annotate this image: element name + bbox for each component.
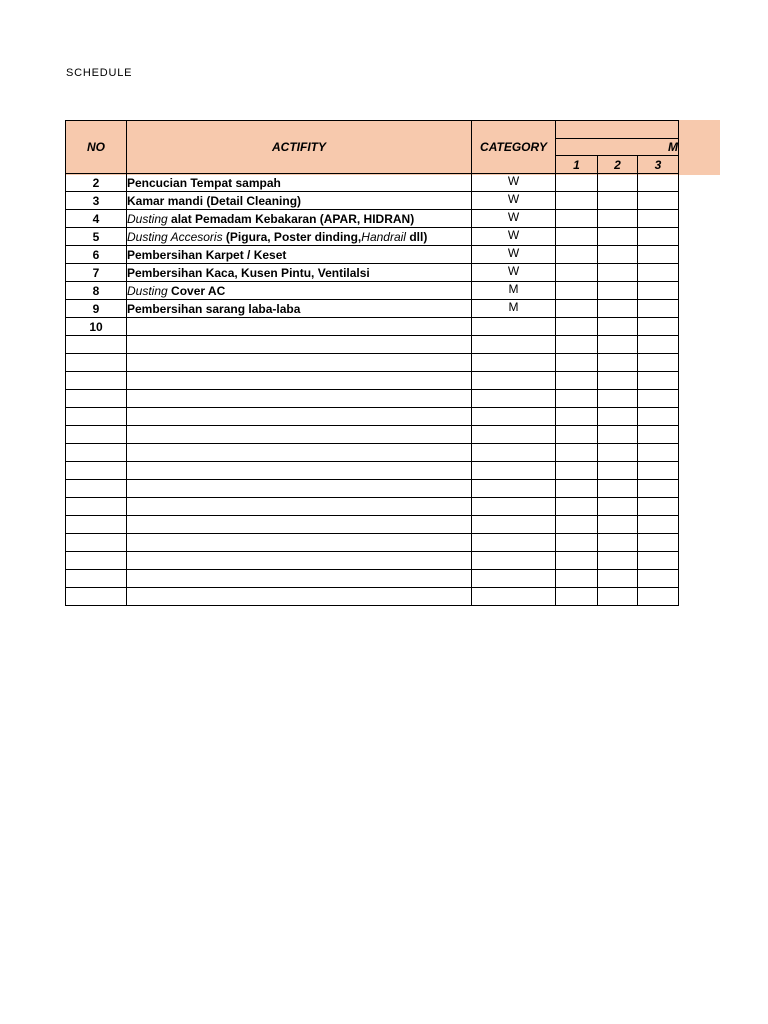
header-month-group [556,121,679,139]
activity-cell [127,444,472,462]
day-cell[interactable] [556,516,598,534]
day-cell[interactable] [556,300,598,318]
category-cell: W [472,228,556,246]
category-cell: W [472,264,556,282]
activity-text: Handrail [361,229,406,244]
row-number [66,444,127,462]
day-cell[interactable] [638,192,679,210]
category-cell [472,336,556,354]
table-row [66,390,679,408]
row-number [66,336,127,354]
day-cell[interactable] [638,354,679,372]
row-number [66,516,127,534]
category-cell: W [472,246,556,264]
row-number [66,570,127,588]
activity-cell [127,372,472,390]
table-row [66,372,679,390]
category-cell [472,426,556,444]
row-number [66,354,127,372]
activity-cell [127,318,472,336]
table-row [66,210,679,228]
table-row [66,498,679,516]
row-number [66,588,127,606]
category-cell [472,480,556,498]
header-month: M [556,139,679,156]
activity-cell [127,408,472,426]
activity-text: Dusting Accesoris [127,229,223,244]
table-row [66,552,679,570]
category-cell [472,462,556,480]
row-number [66,372,127,390]
activity-cell [127,426,472,444]
row-number [66,480,127,498]
activity-cell [127,390,472,408]
row-number [66,552,127,570]
activity-cell [127,516,472,534]
day-cell[interactable] [638,390,679,408]
day-cell[interactable] [556,192,598,210]
schedule-table [65,120,679,606]
header-day-1: 1 [556,156,598,174]
day-cell[interactable] [556,480,598,498]
day-cell[interactable] [598,516,638,534]
day-cell[interactable] [556,462,598,480]
day-cell[interactable] [638,318,679,336]
row-number [66,426,127,444]
day-cell[interactable] [598,588,638,606]
category-cell: M [472,282,556,300]
activity-cell [127,264,472,282]
day-cell[interactable] [556,372,598,390]
day-cell[interactable] [556,246,598,264]
day-cell[interactable] [638,516,679,534]
activity-cell [127,534,472,552]
day-cell[interactable] [598,318,638,336]
day-cell[interactable] [638,282,679,300]
activity-cell [127,210,472,228]
day-cell[interactable] [598,228,638,246]
table-row [66,408,679,426]
row-number [66,534,127,552]
row-number [66,462,127,480]
day-cell[interactable] [556,588,598,606]
table-row [66,336,679,354]
category-cell [472,588,556,606]
activity-cell [127,570,472,588]
activity-cell [127,552,472,570]
activity-cell [127,192,472,210]
day-cell[interactable] [598,444,638,462]
day-cell[interactable] [556,408,598,426]
activity-cell [127,228,472,246]
activity-cell [127,498,472,516]
activity-text: Pencucian Tempat sampah [127,175,281,190]
category-cell [472,534,556,552]
activity-cell [127,480,472,498]
day-cell[interactable] [598,192,638,210]
day-cell[interactable] [638,444,679,462]
activity-cell [127,336,472,354]
activity-text: Cover AC [167,283,226,298]
category-cell [472,372,556,390]
category-cell: M [472,300,556,318]
header-category: CATEGORY [472,121,556,174]
table-row [66,246,679,264]
activity-text: Dusting [127,211,168,226]
day-cell[interactable] [638,372,679,390]
day-cell[interactable] [638,228,679,246]
day-cell[interactable] [556,444,598,462]
day-cell[interactable] [598,354,638,372]
row-number [66,408,127,426]
day-cell[interactable] [638,534,679,552]
day-cell[interactable] [598,264,638,282]
table-row [66,282,679,300]
table-row [66,588,679,606]
day-cell[interactable] [556,354,598,372]
day-cell[interactable] [556,426,598,444]
table-row [66,228,679,246]
day-cell[interactable] [598,462,638,480]
table-row [66,318,679,336]
day-cell[interactable] [638,408,679,426]
row-number: 9 [66,300,127,318]
header-activity: ACTIFITY [127,121,472,174]
category-cell [472,318,556,336]
row-number: 10 [66,318,127,336]
row-number: 2 [66,174,127,192]
category-cell [472,408,556,426]
header-day-2: 2 [598,156,638,174]
table-row [66,534,679,552]
table-row [66,426,679,444]
day-cell[interactable] [598,480,638,498]
day-cell[interactable] [556,210,598,228]
table-row [66,462,679,480]
day-cell[interactable] [556,264,598,282]
activity-cell [127,588,472,606]
table-row [66,480,679,498]
row-number: 5 [66,228,127,246]
header-no: NO [66,121,127,174]
day-cell[interactable] [598,534,638,552]
day-cell[interactable] [598,498,638,516]
day-cell[interactable] [556,390,598,408]
activity-cell [127,174,472,192]
day-cell[interactable] [638,336,679,354]
table-row [66,174,679,192]
category-cell [472,498,556,516]
day-cell[interactable] [638,462,679,480]
category-cell [472,552,556,570]
header-day-3: 3 [638,156,679,174]
day-cell[interactable] [598,174,638,192]
day-cell[interactable] [598,372,638,390]
table-row [66,354,679,372]
day-cell[interactable] [638,570,679,588]
day-cell[interactable] [638,480,679,498]
day-cell[interactable] [556,174,598,192]
category-cell [472,390,556,408]
day-cell[interactable] [598,210,638,228]
row-number: 8 [66,282,127,300]
day-cell[interactable] [598,282,638,300]
day-cell[interactable] [638,264,679,282]
table-row [66,192,679,210]
row-number: 3 [66,192,127,210]
day-cell[interactable] [598,336,638,354]
page-title: SCHEDULE [66,67,133,79]
row-number: 4 [66,210,127,228]
activity-text: (Pigura, Poster dinding, [222,229,362,244]
category-cell [472,516,556,534]
day-cell[interactable] [638,300,679,318]
activity-cell [127,282,472,300]
category-cell [472,570,556,588]
day-cell[interactable] [598,300,638,318]
day-cell[interactable] [598,246,638,264]
day-cell[interactable] [556,534,598,552]
table-row [66,300,679,318]
day-cell[interactable] [556,498,598,516]
row-number: 6 [66,246,127,264]
day-cell[interactable] [638,426,679,444]
activity-cell [127,462,472,480]
category-cell: W [472,210,556,228]
category-cell: W [472,174,556,192]
activity-text: dll) [405,229,428,244]
table-row [66,516,679,534]
activity-cell [127,300,472,318]
day-cell[interactable] [556,228,598,246]
day-cell[interactable] [598,570,638,588]
activity-text: Pembersihan Kaca, Kusen Pintu, Ventilalsi [127,265,370,280]
row-number [66,390,127,408]
day-cell[interactable] [556,570,598,588]
category-cell [472,444,556,462]
day-cell[interactable] [638,246,679,264]
day-cell[interactable] [598,426,638,444]
activity-text: Dusting [127,283,168,298]
category-cell [472,354,556,372]
day-cell[interactable] [598,390,638,408]
day-cell[interactable] [638,174,679,192]
activity-text: Pembersihan Karpet / Keset [127,247,287,262]
row-number: 7 [66,264,127,282]
activity-cell [127,354,472,372]
day-cell[interactable] [556,282,598,300]
day-cell[interactable] [638,498,679,516]
day-cell[interactable] [638,588,679,606]
activity-text: Kamar mandi (Detail Cleaning) [127,193,302,208]
row-number [66,498,127,516]
day-cell[interactable] [638,552,679,570]
day-cell[interactable] [556,336,598,354]
table-row [66,570,679,588]
activity-text: Pembersihan sarang laba-laba [127,301,301,316]
activity-cell [127,246,472,264]
day-cell[interactable] [556,318,598,336]
day-cell[interactable] [556,552,598,570]
day-cell[interactable] [598,552,638,570]
category-cell: W [472,192,556,210]
table-row [66,264,679,282]
activity-text: alat Pemadam Kebakaran (APAR, HIDRAN) [167,211,415,226]
day-cell[interactable] [598,408,638,426]
table-row [66,444,679,462]
day-cell[interactable] [638,210,679,228]
